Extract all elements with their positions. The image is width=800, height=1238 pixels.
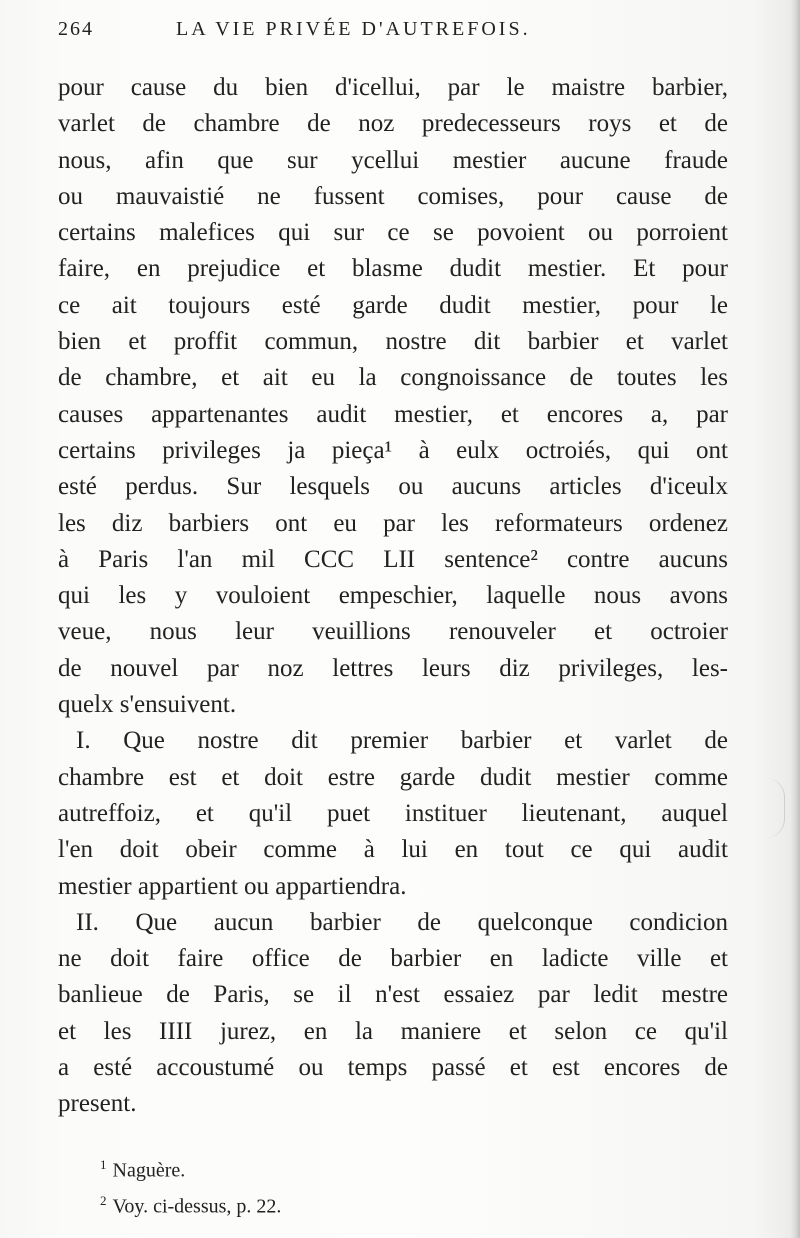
text-line: ne doit faire office de barbier en ladicte ville et xyxy=(58,945,728,973)
text-line: II. Que aucun barbier de quelconque condicion xyxy=(76,908,728,936)
text-line: banlieue de Paris, se il n'est essaiez par ledit mestre xyxy=(58,981,728,1009)
margin-pencil-mark xyxy=(766,778,785,838)
text-line: chambre est et doit estre garde dudit mestier comme xyxy=(58,763,728,791)
page-spine-shadow xyxy=(790,0,800,1238)
text-line: pour cause du bien d'icellui, par le maistre barbier, xyxy=(58,74,728,101)
paragraph-article-1 xyxy=(58,723,728,904)
text-line: nous, afin que sur ycellui mestier aucune fraude xyxy=(58,146,728,174)
text-line: quelx s'ensuivent. xyxy=(58,691,237,719)
text-line: causes appartenantes audit mestier, et encores a, par xyxy=(58,400,728,428)
page-number: 264 xyxy=(58,18,94,40)
paragraph-article-2 xyxy=(58,905,728,1123)
page-header xyxy=(58,18,748,48)
text-line: I. Que nostre dit premier barbier et varlet de xyxy=(76,727,728,755)
text-line: certains privileges ja pieça¹ à eulx octroiés, qui ont xyxy=(58,436,728,464)
text-line: qui les y vouloient empeschier, laquelle nous avons xyxy=(58,582,728,610)
text-line: autreffoiz, et qu'il puet instituer lieutenant, auquel xyxy=(58,799,728,827)
footnote-text: Naguère. xyxy=(112,1159,186,1182)
footnote-1 xyxy=(100,1150,700,1186)
footnote-text: Voy. ci-dessus, p. 22. xyxy=(112,1195,282,1218)
text-line: et les IIII jurez, en la maniere et selon ce qu'il xyxy=(58,1017,728,1045)
text-line: faire, en prejudice et blasme dudit mestier. Et pour xyxy=(58,255,728,283)
text-line: veue, nous leur veuillions renouveler et octroier xyxy=(58,618,728,646)
text-line: esté perdus. Sur lesquels ou aucuns articles d'iceulx xyxy=(58,473,728,501)
text-line: à Paris l'an mil CCC LII sentence² contre aucuns xyxy=(58,545,728,573)
footnote-marker: 2 xyxy=(100,1192,107,1208)
body-text xyxy=(58,70,728,1123)
footnotes xyxy=(100,1150,700,1221)
text-line: a esté accoustumé ou temps passé et est encores de xyxy=(58,1054,728,1082)
text-line: varlet de chambre de noz predecesseurs roys et de xyxy=(58,110,728,138)
text-line: ce ait toujours esté garde dudit mestier, pour le xyxy=(58,291,728,319)
text-line: present. xyxy=(58,1090,137,1118)
text-line: bien et proffit commun, nostre dit barbier et varlet xyxy=(58,328,728,356)
running-title: LA VIE PRIVÉE D'AUTREFOIS. xyxy=(176,18,531,40)
text-line: de nouvel par noz lettres leurs diz privileges, les- xyxy=(58,654,728,682)
text-line: l'en doit obeir comme à lui en tout ce qui audit xyxy=(58,836,728,864)
paragraph-1 xyxy=(58,70,728,723)
text-line: mestier appartient ou appartiendra. xyxy=(58,872,407,900)
text-line: de chambre, et ait eu la congnoissance de toutes les xyxy=(58,364,728,392)
text-line: les diz barbiers ont eu par les reformateurs ordenez xyxy=(58,509,728,537)
footnote-2 xyxy=(100,1186,700,1222)
text-line: ou mauvaistié ne fussent comises, pour cause de xyxy=(58,182,728,210)
footnote-marker: 1 xyxy=(100,1157,107,1172)
text-line: certains malefices qui sur ce se povoient ou porroient xyxy=(58,219,728,247)
